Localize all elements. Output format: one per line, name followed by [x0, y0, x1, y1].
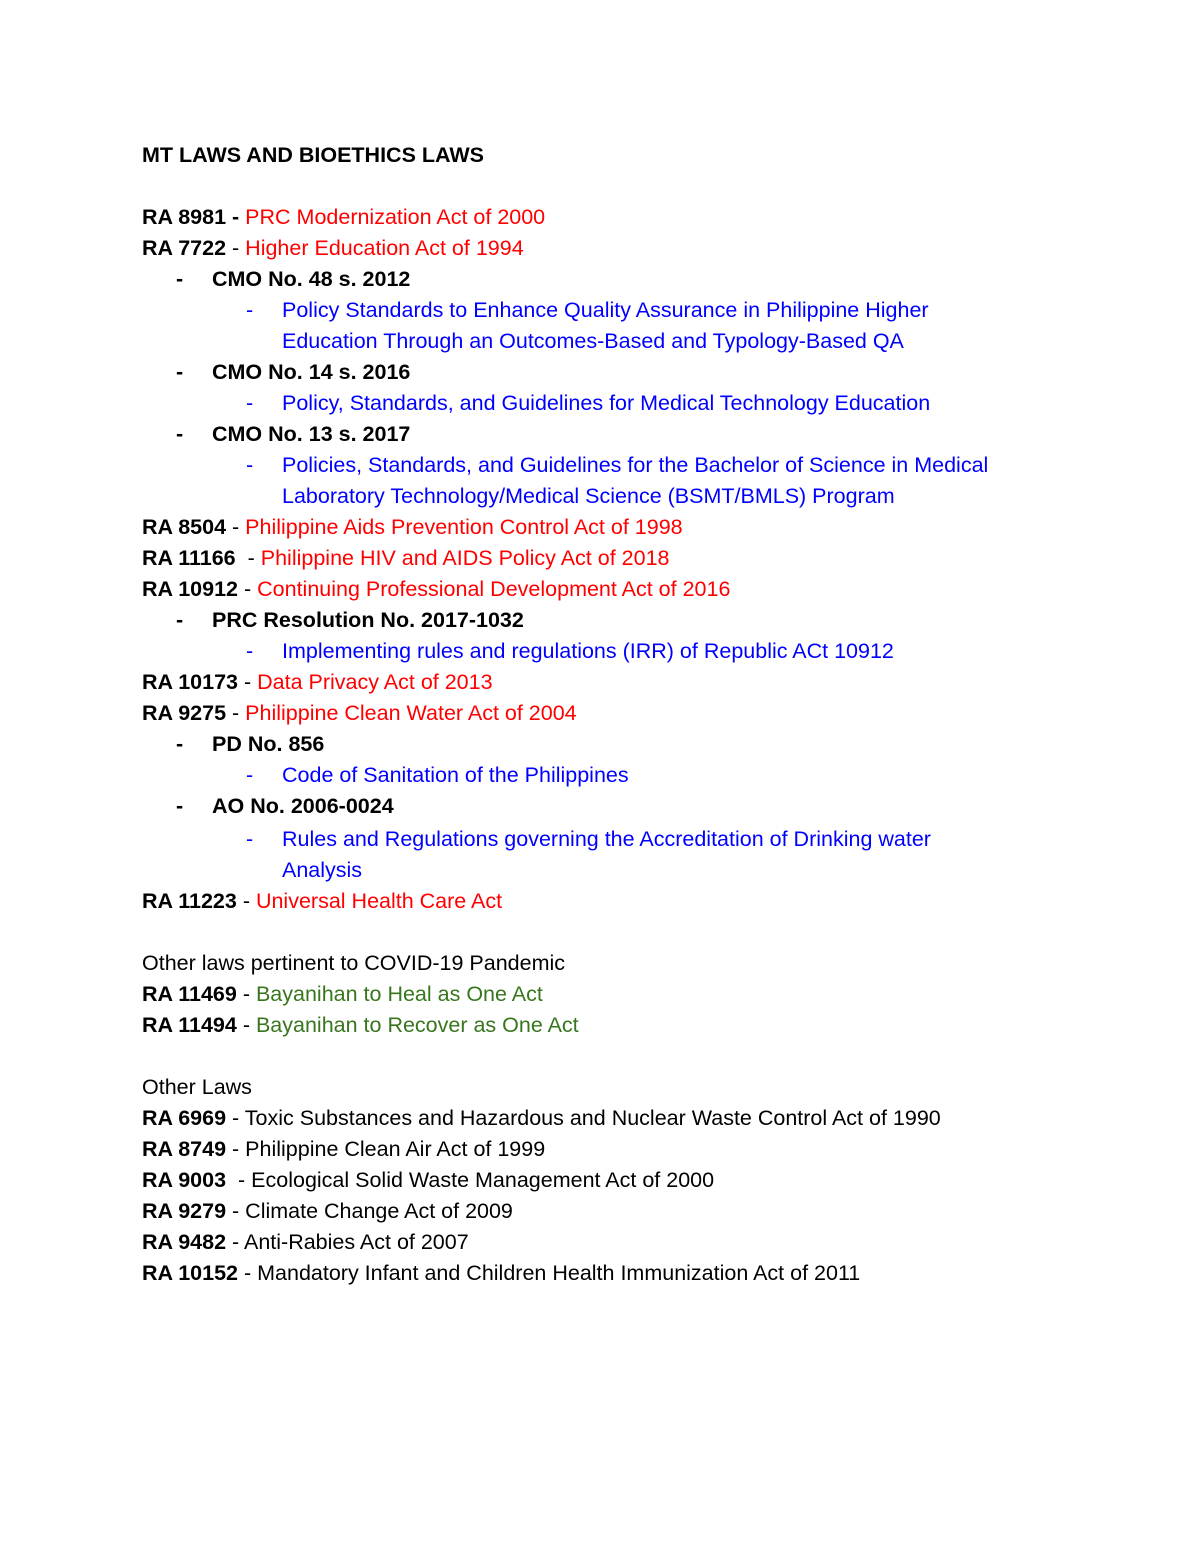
bullet-dash: -	[176, 360, 184, 384]
law-name: Bayanihan to Heal as One Act	[255, 982, 543, 1006]
law-separator: -	[235, 546, 261, 570]
bullet-dash: -	[176, 267, 184, 291]
bullet-dash: -	[246, 298, 254, 322]
bullet-dash: -	[246, 827, 254, 851]
sub-item-pd856	[176, 729, 324, 760]
law-ra10912	[142, 574, 730, 605]
sub-item-ao2006	[176, 791, 394, 822]
sub-item-cmo48	[176, 264, 410, 295]
law-name: Philippine Clean Air Act of 1999	[245, 1137, 546, 1161]
sub-desc-text: Policy Standards to Enhance Quality Assurance in Philippine Higher Education Through an Outcomes-Based and Typology-Based QA	[282, 298, 929, 353]
bullet-dash: -	[246, 639, 254, 663]
law-ra7722	[142, 233, 524, 264]
law-separator: -	[236, 1013, 256, 1037]
bullet-dash: -	[176, 608, 184, 632]
law-code: RA 8504	[142, 515, 227, 539]
law-code: RA 8749	[142, 1137, 227, 1161]
law-ra11469	[142, 979, 543, 1010]
law-ra9275	[142, 698, 577, 729]
sub-item-cmo14	[176, 357, 410, 388]
law-code: RA 9003	[142, 1168, 227, 1192]
sub-desc-cmo48	[246, 295, 1002, 357]
sub-desc-text: Policy, Standards, and Guidelines for Medical Technology Education	[282, 391, 931, 415]
sub-item-label: CMO No. 14 s. 2016	[212, 360, 411, 384]
law-ra11494	[142, 1010, 579, 1041]
law-name: Mandatory Infant and Children Health Immunization Act of 2011	[257, 1261, 861, 1285]
law-name: Bayanihan to Recover as One Act	[255, 1013, 579, 1037]
law-code: RA 10173	[142, 670, 239, 694]
law-separator: -	[226, 515, 246, 539]
law-name: PRC Modernization Act of 2000	[245, 205, 546, 229]
law-code: RA 11494	[142, 1013, 237, 1037]
law-code: RA 11469	[142, 982, 237, 1006]
other-laws-heading: Other Laws	[142, 1075, 252, 1099]
law-separator: -	[226, 1137, 246, 1161]
law-code: RA 8981	[142, 205, 227, 229]
law-name: Ecological Solid Waste Management Act of 2000	[251, 1168, 715, 1192]
law-code: RA 9275	[142, 701, 227, 725]
law-ra11223	[142, 886, 502, 917]
bullet-dash: -	[246, 391, 254, 415]
law-name: Philippine Clean Water Act of 2004	[245, 701, 577, 725]
law-name: Philippine Aids Prevention Control Act of 1998	[245, 515, 683, 539]
law-name: Climate Change Act of 2009	[245, 1199, 513, 1223]
law-code: RA 10152	[142, 1261, 239, 1285]
law-ra8981	[142, 202, 545, 233]
sub-item-label: CMO No. 48 s. 2012	[212, 267, 411, 291]
law-separator: -	[226, 1199, 246, 1223]
law-name: Universal Health Care Act	[255, 889, 503, 913]
bullet-dash: -	[176, 732, 184, 756]
sub-desc-text: Code of Sanitation of the Philippines	[282, 763, 629, 787]
law-ra9279	[142, 1196, 513, 1227]
law-separator: -	[226, 701, 246, 725]
law-separator: -	[236, 889, 256, 913]
sub-desc-text: Policies, Standards, and Guidelines for the Bachelor of Science in Medical Laboratory Technology/Medical Science (BSMT/BMLS) Program	[282, 453, 989, 508]
sub-item-label: PRC Resolution No. 2017-1032	[212, 608, 524, 632]
sub-desc-cmo14	[246, 388, 1072, 419]
sub-desc-prc-resolution	[246, 636, 1072, 667]
law-separator: -	[226, 236, 246, 260]
law-ra10152	[142, 1258, 860, 1289]
law-ra9482	[142, 1227, 469, 1258]
law-name: Anti-Rabies Act of 2007	[243, 1230, 469, 1254]
sub-desc-text: Implementing rules and regulations (IRR) of Republic ACt 10912	[282, 639, 894, 663]
law-code: RA 9279	[142, 1199, 227, 1223]
law-ra8504	[142, 512, 683, 543]
sub-item-label: AO No. 2006-0024	[212, 794, 394, 818]
law-ra9003	[142, 1165, 714, 1196]
sub-desc-cmo13	[246, 450, 1072, 512]
covid-section-heading: Other laws pertinent to COVID-19 Pandemic	[142, 951, 566, 975]
law-code: RA 11166	[142, 546, 236, 570]
sub-item-label: PD No. 856	[212, 732, 325, 756]
sub-item-prc-resolution	[176, 605, 524, 636]
bullet-dash: -	[246, 763, 254, 787]
bullet-dash: -	[176, 422, 184, 446]
sub-item-label: CMO No. 13 s. 2017	[212, 422, 411, 446]
law-separator: -	[238, 670, 258, 694]
law-separator: -	[226, 1230, 244, 1254]
sub-desc-ao2006	[246, 824, 1012, 886]
law-code: RA 10912	[142, 577, 239, 601]
law-ra11166	[142, 543, 670, 574]
law-name: Data Privacy Act of 2013	[257, 670, 493, 694]
law-code: RA 6969	[142, 1106, 227, 1130]
law-separator: -	[236, 982, 256, 1006]
sub-item-cmo13	[176, 419, 410, 450]
law-separator: -	[226, 1106, 245, 1130]
law-separator: -	[226, 205, 246, 229]
sub-desc-pd856	[246, 760, 1072, 791]
law-code: RA 9482	[142, 1230, 227, 1254]
law-name: Philippine HIV and AIDS Policy Act of 2018	[260, 546, 670, 570]
law-name: Toxic Substances and Hazardous and Nuclear Waste Control Act of 1990	[244, 1106, 941, 1130]
document-title: MT LAWS AND BIOETHICS LAWS	[142, 143, 484, 167]
sub-desc-text: Rules and Regulations governing the Accreditation of Drinking water Analysis	[282, 827, 931, 882]
law-separator: -	[238, 577, 258, 601]
law-separator: -	[238, 1261, 258, 1285]
bullet-dash: -	[246, 453, 254, 477]
law-code: RA 7722	[142, 236, 227, 260]
law-ra8749	[142, 1134, 545, 1165]
bullet-dash: -	[176, 794, 184, 818]
law-separator: -	[226, 1168, 252, 1192]
law-ra10173	[142, 667, 493, 698]
law-ra6969	[142, 1103, 941, 1134]
law-code: RA 11223	[142, 889, 237, 913]
law-name: Higher Education Act of 1994	[245, 236, 524, 260]
law-name: Continuing Professional Development Act of 2016	[257, 577, 731, 601]
